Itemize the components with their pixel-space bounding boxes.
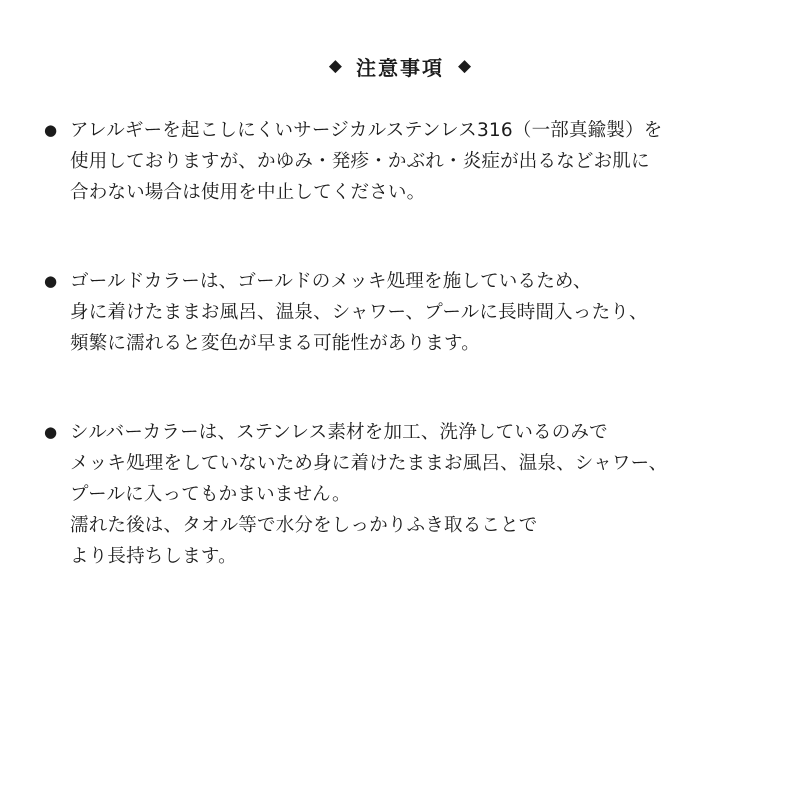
notes-list	[44, 115, 756, 572]
bullet-icon: ●	[44, 423, 58, 441]
note-line: 身に着けたままお風呂、温泉、シャワー、プールに長時間入ったり、	[70, 302, 648, 323]
note-line: メッキ処理をしていないため身に着けたままお風呂、温泉、シャワー、	[70, 453, 668, 474]
diamond-left-icon: ◆	[328, 56, 342, 76]
note-line: アレルギーを起こしにくいサージカルステンレス316（一部真鍮製）を	[70, 120, 663, 141]
note-body	[70, 417, 756, 572]
note-body	[70, 115, 756, 208]
note-line: 合わない場合は使用を中止してください。	[70, 182, 426, 203]
page-title-text: 注意事項	[356, 56, 444, 80]
note-body	[70, 266, 756, 359]
note-line: 使用しておりますが、かゆみ・発疹・かぶれ・炎症が出るなどお肌に	[70, 151, 650, 172]
page-title	[44, 52, 756, 81]
note-line: シルバーカラーは、ステンレス素材を加工、洗浄しているのみで	[70, 422, 608, 443]
list-item	[44, 417, 756, 572]
note-line: 頻繁に濡れると変色が早まる可能性があります。	[70, 333, 480, 354]
note-line: ゴールドカラーは、ゴールドのメッキ処理を施しているため、	[70, 271, 592, 292]
list-item	[44, 266, 756, 359]
list-item	[44, 115, 756, 208]
note-line: プールに入ってもかまいません。	[70, 484, 351, 505]
bullet-icon: ●	[44, 272, 58, 290]
bullet-icon: ●	[44, 121, 58, 139]
note-line: 濡れた後は、タオル等で水分をしっかりふき取ることで	[70, 515, 538, 536]
diamond-right-icon: ◆	[458, 56, 472, 76]
note-line: より長持ちします。	[70, 546, 237, 567]
